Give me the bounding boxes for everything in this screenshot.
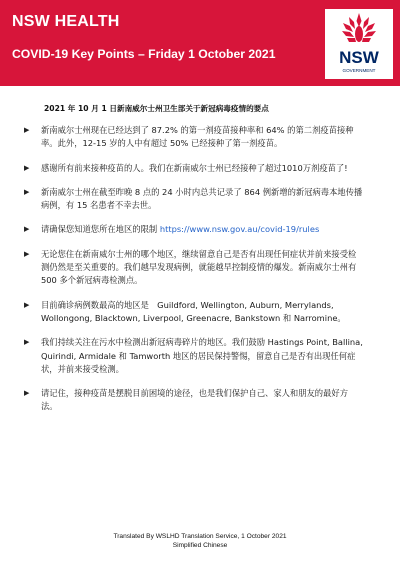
list-item	[24, 387, 364, 414]
point-text: 请记住，接种疫苗是摆脱目前困境的途径，也是我们保护自己、家人和朋友的最好方法。	[41, 388, 348, 412]
point-text: 新南威尔士州现在已经达到了 87.2% 的第一剂疫苗接种率和 64% 的第二剂疫苗接种率。此外，12-15 岁的人中有超过 50% 已经接种了第一剂疫苗。	[41, 125, 354, 149]
footer-language: Simplified Chinese	[172, 542, 228, 549]
triangle-bullet-icon: ▶	[24, 338, 30, 347]
list-item	[24, 223, 364, 236]
list-item	[24, 248, 364, 288]
point-text	[41, 223, 364, 236]
triangle-bullet-icon: ▶	[24, 300, 30, 309]
restrictions-link[interactable]: https://www.nsw.gov.au/covid-19/rules	[159, 224, 320, 235]
point-text: 我们持续关注在污水中检测出新冠病毒碎片的地区。我们鼓励 Hastings Point, Ballina, Quirindi, Armidale 和 Tamworth 地区的居民保持警惕，留意自己是否有出现任何症状，并前来接受检测。	[41, 337, 363, 374]
triangle-bullet-icon: ▶	[24, 126, 30, 134]
triangle-bullet-icon: ▶	[24, 249, 30, 258]
point-text: 无论您住在新南威尔士州的哪个地区，继续留意自己是否有出现任何症状并前来接受检测仍然是至关重要的。我们越早发现病例，就能越早控制疫情的爆发。新南威尔士州有 500 多个新冠病毒检测点。	[41, 248, 357, 286]
header-title: NSW HEALTH	[12, 13, 120, 30]
nsw-government-logo	[325, 9, 393, 79]
list-item	[24, 186, 364, 213]
triangle-bullet-icon: ▶	[24, 163, 30, 172]
logo-subtext: GOVERNMENT	[342, 68, 376, 73]
header-banner	[0, 0, 400, 86]
point-text: 目前确诊病例数最高的地区是 Guildford, Wellington, Auburn, Merrylands, Wollongong, Blacktown, Liverpool, Greenacre, Bankstown 和 Narromine。	[41, 299, 346, 323]
list-item	[24, 162, 364, 175]
triangle-bullet-icon: ▶	[24, 187, 30, 196]
point-text: 感谢所有前来接种疫苗的人。我们在新南威尔士州已经接种了超过1010万剂疫苗了!	[41, 162, 348, 173]
list-item	[24, 124, 364, 151]
point-text: 新南威尔士州在截至昨晚 8 点的 24 小时内总共记录了 864 例新增的新冠病毒本地传播病例，有 15 名患者不幸去世。	[41, 186, 363, 211]
point-text-lead: 请确保您知道您所在地区的限制	[41, 224, 158, 235]
triangle-bullet-icon: ▶	[24, 225, 30, 234]
logo-wordmark: NSW	[339, 48, 379, 67]
footer-translation-credit: Translated By WSLHD Translation Service, 1 October 2021	[113, 533, 287, 540]
list-item	[24, 336, 364, 376]
header-subtitle: COVID-19 Key Points – Friday 1 October 2021	[12, 47, 276, 61]
waratah-icon	[325, 9, 393, 79]
key-points-list	[24, 124, 364, 425]
document-heading: 2021 年 10 月 1 日新南威尔士州卫生部关于新冠病毒疫情的要点	[44, 104, 269, 113]
triangle-bullet-icon: ▶	[24, 389, 30, 398]
list-item	[24, 299, 364, 326]
